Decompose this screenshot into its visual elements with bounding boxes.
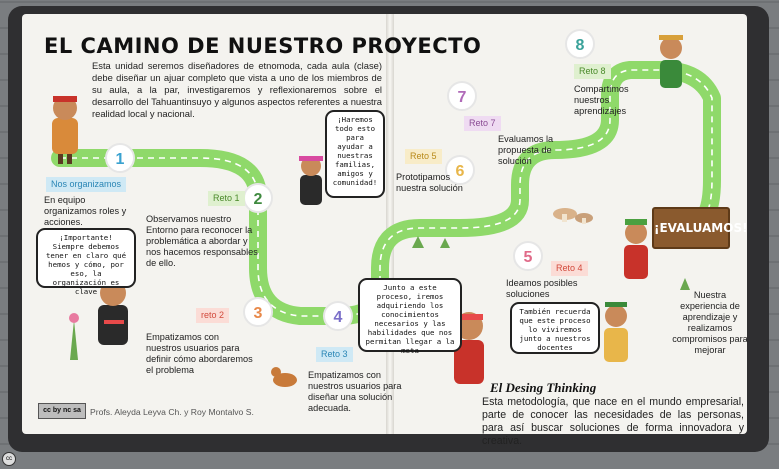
child-character-6 <box>659 35 683 88</box>
child-character-7 <box>604 302 628 362</box>
step-2-text: Observamos nuestro Entorno para reconocer la problemática a abordar y nos hacemos responsables de ello. <box>146 214 258 268</box>
step-6-tag: Reto 5 <box>405 149 442 164</box>
step-3-text: Empatizamos con nuestros usuarios para definir cómo abordaremos el problema <box>146 332 253 375</box>
svg-text:6: 6 <box>455 163 465 180</box>
important-bubble: ¡Importante! Siempre debemos tener en claro qué hemos y cómo, por eso, la organización es clave <box>36 228 136 288</box>
step-7-text: Evaluamos la propuesta de solución <box>498 134 554 166</box>
evaluamos-text: Nuestra experiencia de aprendizaje y realizamos compromisos para mejorar <box>672 290 748 355</box>
remember-bubble: También recuerda que este proceso lo viviremos junto a nuestros docentes <box>510 302 600 354</box>
step-5-tag: Reto 4 <box>551 261 588 276</box>
process-bubble: Junto a este proceso, iremos adquiriendo los conocimientos necesarios y las habilidades que nos permitan llegar a la meta <box>358 278 462 352</box>
credits: Profs. Aleyda Leyva Ch. y Roy Montalvo S. <box>90 407 254 417</box>
design-thinking-title: El Desing Thinking <box>490 380 597 395</box>
child-character-2 <box>299 156 323 205</box>
step-4-text: Empatizamos con nuestros usuarios para diseñar una solución adecuada. <box>308 370 402 413</box>
step-5-text: Ideamos posibles soluciones <box>506 278 578 299</box>
step-circle-5 <box>514 242 542 270</box>
intro-paragraph: Esta unidad seremos diseñadores de etnomoda, cada aula (clase) debe diseñar un ajuar completo que vista a uno de los miembros de su aula, a la par, investigaremos y reflexionaremos sobre el desarrollo del Tahuantinsuyo y algunos aspectos referentes a nuestra realidad local y nacional. <box>92 60 382 119</box>
svg-text:3: 3 <box>253 305 263 322</box>
help-bubble: ¡Haremos todo esto para ayudar a nuestras familias, amigos y comunidad! <box>325 110 385 198</box>
child-character-5 <box>624 219 648 279</box>
step-8-tag: Reto 8 <box>574 64 611 79</box>
step-6-text: Prototipamos nuestra solución <box>396 172 463 193</box>
evaluamos-sign: ¡EVALUAMOS! <box>652 207 730 249</box>
cc-license-badge: cc by nc sa <box>38 403 86 419</box>
svg-text:2: 2 <box>253 191 263 208</box>
page-title: EL CAMINO DE NUESTRO PROYECTO <box>44 34 482 58</box>
step-circle-1 <box>106 144 134 172</box>
step-circle-4 <box>324 302 352 330</box>
cc-icon: cc <box>2 452 16 466</box>
step-1-text: En equipo organizamos roles y acciones. <box>44 195 127 227</box>
step-2-tag: Reto 1 <box>208 191 245 206</box>
step-circle-2 <box>244 184 272 212</box>
mushroom-cluster <box>553 208 593 224</box>
step-4-tag: Reto 3 <box>316 347 353 362</box>
step-3-tag: reto 2 <box>196 308 229 323</box>
deer-decoration <box>271 367 297 387</box>
svg-text:1: 1 <box>115 151 125 168</box>
step-circle-8 <box>566 30 594 58</box>
step-8-text: Compartimos nuestros aprendizajes <box>574 84 629 116</box>
step-7-tag: Reto 7 <box>464 116 501 131</box>
step-circle-7 <box>448 82 476 110</box>
svg-text:4: 4 <box>333 309 343 326</box>
svg-text:5: 5 <box>523 249 533 266</box>
svg-text:8: 8 <box>575 37 585 54</box>
step-circle-3 <box>244 298 272 326</box>
svg-text:7: 7 <box>457 89 467 106</box>
design-thinking-text: Esta metodología, que nace en el mundo empresarial, parte de conocer las necesidades de las personas, para así buscar soluciones de forma innovadora y creativa. <box>482 396 744 447</box>
step-1-tag: Nos organizamos <box>46 177 126 192</box>
